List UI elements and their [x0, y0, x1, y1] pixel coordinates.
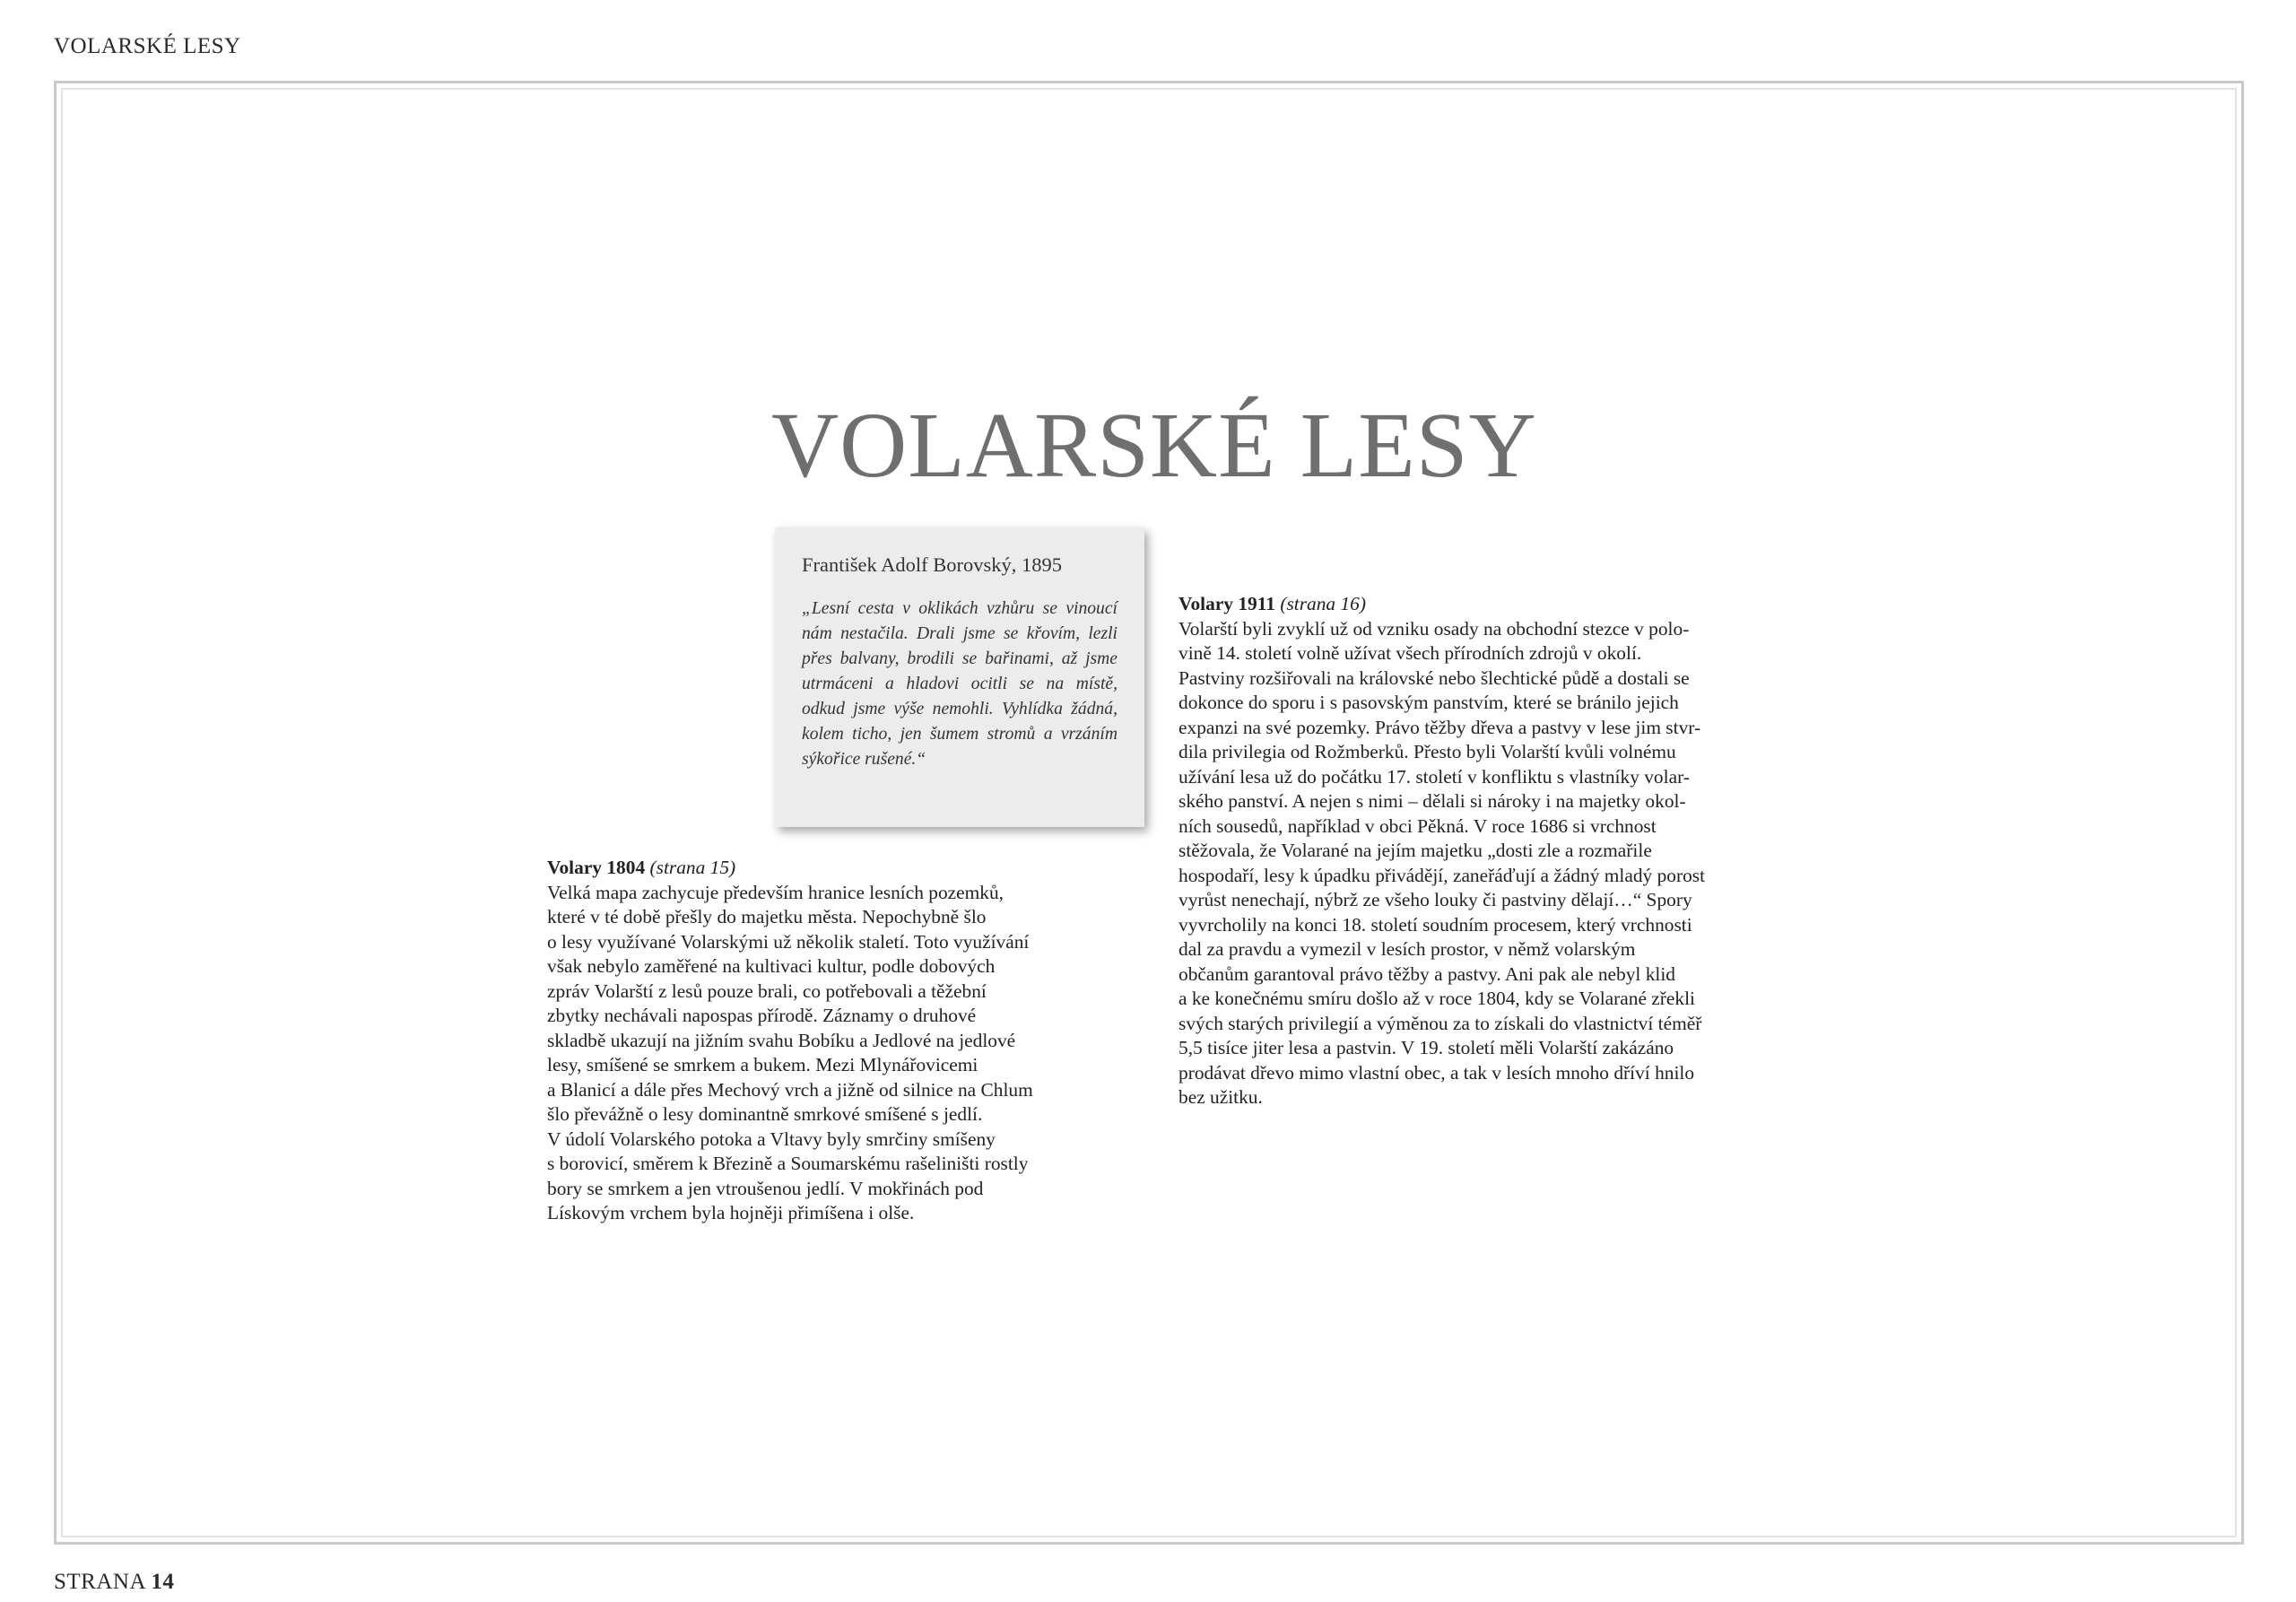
article-volary-1804 — [547, 856, 1166, 1226]
text-line: 5,5 tisíce jiter lesa a pastvin. V 19. století měli Volarští zakázáno — [1178, 1037, 1674, 1058]
article-page-reference: (strana 15) — [649, 857, 736, 878]
article-volary-1911 — [1178, 592, 1817, 1110]
quote-box — [775, 527, 1144, 827]
text-line: Pastviny rozšiřovali na královské nebo šlechtické půdě a dostali se — [1178, 666, 1690, 689]
text-line: zpráv Volarští z lesů pouze brali, co potřebovali a těžební — [547, 979, 987, 1002]
text-line: občanům garantoval právo těžby a pastvy. Ani pak ale nebyl klid — [1178, 962, 1676, 985]
text-line: Velká mapa zachycuje především hranice lesních pozemků, — [547, 881, 1004, 903]
text-line: zbytky nechávali napospas přírodě. Záznamy o druhové — [547, 1005, 977, 1026]
running-head: VOLARSKÉ LESY — [54, 34, 241, 58]
page-number-value: 14 — [151, 1570, 175, 1594]
text-line: s borovicí, směrem k Březině a Soumarskému rašeliništi rostly — [547, 1153, 1029, 1174]
quote-author: František Adolf Borovský, 1895 — [802, 553, 1062, 576]
text-line: ních sousedů, například v obci Pěkná. V roce 1686 si vrchnost — [1178, 814, 1657, 837]
text-line: hospodaří, lesy k úpadku přivádějí, zaneřáďují a žádný mladý porost — [1178, 864, 1706, 886]
text-line: šlo převážně o lesy dominantně smrkové smíšené s jedlí. — [547, 1103, 983, 1125]
page-number — [54, 1570, 174, 1595]
article-title: Volary 1911 — [1178, 593, 1275, 614]
text-line: prodávat dřevo mimo vlastní obec, a tak v lesích mnoho dříví hnilo — [1178, 1061, 1695, 1084]
article-heading — [547, 856, 1166, 881]
text-line: a ke konečnému smíru došlo až v roce 1804, kdy se Volarané zřekli — [1178, 988, 1695, 1009]
text-line: dal za pravdu a vymezil v lesích prostor, v němž volarským — [1178, 938, 1636, 960]
text-line: V údolí Volarského potoka a Vltavy byly smrčiny smíšeny — [547, 1127, 996, 1150]
text-line: svých starých privilegií a výměnou za to získali do vlastnictví téměř — [1178, 1012, 1702, 1034]
text-line: a Blanicí a dále přes Mechový vrch a jižně od silnice na Chlum — [547, 1078, 1033, 1101]
text-line: Lískovým vrchem byla hojněji přimíšena i olše. — [547, 1202, 915, 1223]
text-line: užívání lesa už do počátku 17. století v konfliktu s vlastníky volar- — [1178, 765, 1690, 788]
article-body — [547, 881, 1166, 1226]
page-title: VOLARSKÉ LESY — [771, 394, 1537, 497]
text-line: vině 14. století volně užívat všech přírodních zdrojů v okolí. — [1178, 642, 1642, 664]
text-line: však nebylo zaměřené na kultivaci kultur, podle dobových — [547, 955, 996, 977]
text-line: lesy, smíšené se smrkem a bukem. Mezi Mlynářovicemi — [547, 1054, 978, 1075]
text-line: o lesy využívané Volarskými už několik staletí. Toto využívání — [547, 930, 1030, 953]
text-line: ského panství. A nejen s nimi – dělali si nároky i na majetky okol- — [1178, 790, 1686, 812]
text-line: expanzi na své pozemky. Právo těžby dřeva a pastvy v lese jim stvr- — [1178, 716, 1701, 738]
page-frame — [54, 81, 2244, 1545]
page-number-label: STRANA — [54, 1570, 145, 1594]
text-line: dokonce do sporu i s pasovským panstvím, které se bránilo jejich — [1178, 692, 1679, 713]
text-line: dila privilegia od Rožmberků. Přesto byli Volarští kvůli volnému — [1178, 741, 1676, 762]
article-page-reference: (strana 16) — [1280, 593, 1366, 614]
text-line: skladbě ukazují na jižním svahu Bobíku a Jedlové na jedlové — [547, 1029, 1016, 1051]
text-line: bez užitku. — [1178, 1086, 1263, 1108]
article-heading — [1178, 592, 1817, 617]
text-line: bory se smrkem a jen vtroušenou jedlí. V mokřinách pod — [547, 1177, 984, 1199]
text-line: které v té době přešly do majetku města. Nepochybně šlo — [547, 906, 987, 927]
quote-text: „Lesní cesta v oklikách vzhůru se vinoucí nám nestačila. Drali jsme se křovím, lezli přes balvany, brodili se bařinami, až jsme utrmáceni a hladovi ocitli se na místě, odkud jsme výše nemohli. Vyhlídka žádná, kolem ticho, jen šumem stromů a vrzáním sýkořice rušené.“ — [802, 599, 1118, 769]
article-body — [1178, 617, 1817, 1110]
text-line: Volarští byli zvyklí už od vzniku osady na obchodní stezce v polo- — [1178, 617, 1690, 640]
article-title: Volary 1804 — [547, 857, 646, 878]
text-line: stěžovala, že Volarané na jejím majetku „dosti zle a rozmařile — [1178, 840, 1652, 861]
text-line: vyrůst nenechají, nýbrž ze všeho louky či pastviny dělají…“ Spory — [1178, 889, 1692, 910]
text-line: vyvrcholily na konci 18. století soudním procesem, který vrchnosti — [1178, 913, 1692, 936]
